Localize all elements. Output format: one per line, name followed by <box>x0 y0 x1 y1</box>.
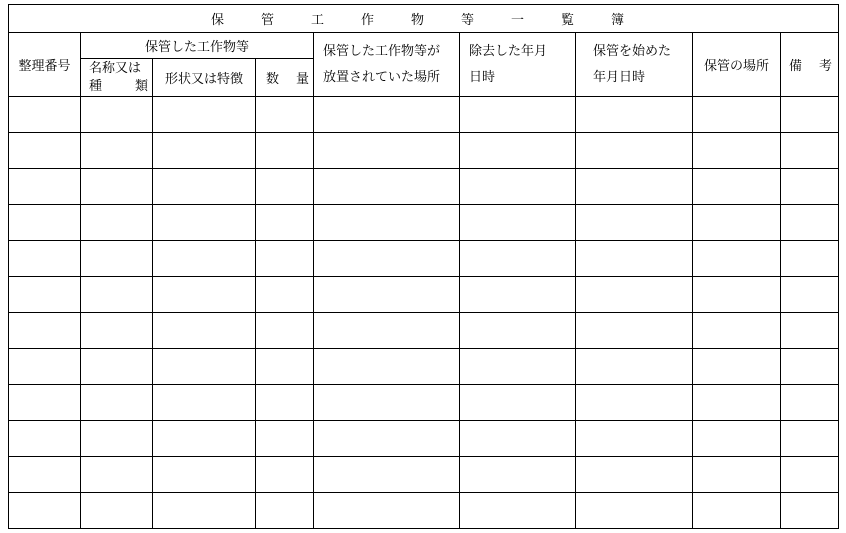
table-cell[interactable] <box>576 133 693 169</box>
table-cell[interactable] <box>256 133 314 169</box>
table-cell[interactable] <box>314 133 460 169</box>
table-cell[interactable] <box>781 97 839 133</box>
header-name-kind-line1: 名称又は <box>89 60 142 76</box>
table-cell[interactable] <box>781 241 839 277</box>
table-row <box>9 421 839 457</box>
table-cell[interactable] <box>81 277 153 313</box>
table-cell[interactable] <box>460 385 576 421</box>
table-cell[interactable] <box>314 493 460 529</box>
header-start-line1: 保管を始めた <box>593 43 672 59</box>
table-cell[interactable] <box>81 421 153 457</box>
table-cell[interactable] <box>576 97 693 133</box>
header-name-kind-line2b: 類 <box>134 78 148 94</box>
table-cell[interactable] <box>460 277 576 313</box>
table-row <box>9 385 839 421</box>
table-row <box>9 97 839 133</box>
table-cell[interactable] <box>781 349 839 385</box>
table-cell[interactable] <box>9 457 81 493</box>
table-cell[interactable] <box>153 97 256 133</box>
table-cell[interactable] <box>9 493 81 529</box>
table-cell[interactable] <box>693 349 781 385</box>
header-qty-a: 数 <box>266 72 280 87</box>
header-stored-items: 保管した工作物等 <box>81 33 314 59</box>
table-cell[interactable] <box>693 169 781 205</box>
table-cell[interactable] <box>9 385 81 421</box>
table-cell[interactable] <box>256 313 314 349</box>
table-cell[interactable] <box>256 385 314 421</box>
table-cell[interactable] <box>81 241 153 277</box>
table-cell[interactable] <box>153 385 256 421</box>
table-cell[interactable] <box>256 349 314 385</box>
table-cell[interactable] <box>314 313 460 349</box>
table-cell[interactable] <box>576 457 693 493</box>
table-cell[interactable] <box>576 349 693 385</box>
table-cell[interactable] <box>576 205 693 241</box>
table-cell[interactable] <box>9 421 81 457</box>
table-cell[interactable] <box>576 421 693 457</box>
table-cell[interactable] <box>314 97 460 133</box>
table-cell[interactable] <box>153 457 256 493</box>
table-cell[interactable] <box>781 457 839 493</box>
table-cell[interactable] <box>781 385 839 421</box>
header-remarks-b: 考 <box>819 59 833 74</box>
table-cell[interactable] <box>9 169 81 205</box>
header-start-line2: 年月日時 <box>593 69 646 85</box>
header-abandoned-place-line2: 放置されていた場所 <box>323 69 441 85</box>
table-cell[interactable] <box>314 241 460 277</box>
table-cell[interactable] <box>9 241 81 277</box>
table-cell[interactable] <box>153 349 256 385</box>
table-row <box>9 241 839 277</box>
table-cell[interactable] <box>781 169 839 205</box>
table-cell[interactable] <box>460 421 576 457</box>
table-cell[interactable] <box>460 241 576 277</box>
table-cell[interactable] <box>693 277 781 313</box>
table-row <box>9 205 839 241</box>
table-cell[interactable] <box>153 493 256 529</box>
table-row <box>9 493 839 529</box>
table-cell[interactable] <box>693 241 781 277</box>
header-number: 整理番号 <box>9 33 81 97</box>
table-cell[interactable] <box>576 169 693 205</box>
table-cell[interactable] <box>153 169 256 205</box>
table-cell[interactable] <box>693 493 781 529</box>
table-cell[interactable] <box>781 493 839 529</box>
table-cell[interactable] <box>9 277 81 313</box>
table-cell[interactable] <box>576 313 693 349</box>
table-cell[interactable] <box>81 385 153 421</box>
header-name-kind <box>81 59 153 97</box>
header-remarks-a: 備 <box>789 59 803 74</box>
table-cell[interactable] <box>693 133 781 169</box>
table-cell[interactable] <box>256 277 314 313</box>
header-remarks <box>781 33 839 97</box>
table-row <box>9 349 839 385</box>
table-cell[interactable] <box>9 97 81 133</box>
table-cell[interactable] <box>256 169 314 205</box>
table-cell[interactable] <box>314 457 460 493</box>
table-row <box>9 457 839 493</box>
table-cell[interactable] <box>81 457 153 493</box>
table-cell[interactable] <box>781 421 839 457</box>
table-cell[interactable] <box>576 385 693 421</box>
table-cell[interactable] <box>781 133 839 169</box>
table-cell[interactable] <box>576 277 693 313</box>
table-cell[interactable] <box>781 205 839 241</box>
table-cell[interactable] <box>9 313 81 349</box>
table-cell[interactable] <box>81 97 153 133</box>
table-cell[interactable] <box>693 421 781 457</box>
table-cell[interactable] <box>256 97 314 133</box>
table-cell[interactable] <box>576 493 693 529</box>
table-cell[interactable] <box>153 241 256 277</box>
table-cell[interactable] <box>256 205 314 241</box>
table-cell[interactable] <box>256 493 314 529</box>
table-cell[interactable] <box>460 97 576 133</box>
table-cell[interactable] <box>81 205 153 241</box>
header-name-kind-line2a: 種 <box>89 78 103 94</box>
table-cell[interactable] <box>314 169 460 205</box>
header-quantity <box>256 59 314 97</box>
table-cell[interactable] <box>460 205 576 241</box>
header-shape: 形状又は特徴 <box>153 59 256 97</box>
table-cell[interactable] <box>781 277 839 313</box>
table-cell[interactable] <box>693 385 781 421</box>
table-cell[interactable] <box>9 205 81 241</box>
table-cell[interactable] <box>693 97 781 133</box>
table-cell[interactable] <box>460 313 576 349</box>
table-cell[interactable] <box>256 241 314 277</box>
table-row <box>9 169 839 205</box>
table-cell[interactable] <box>314 349 460 385</box>
table-cell[interactable] <box>314 277 460 313</box>
header-removed-line1: 除去した年月 <box>469 43 548 59</box>
table-cell[interactable] <box>81 169 153 205</box>
table-cell[interactable] <box>153 133 256 169</box>
header-abandoned-place-line1: 保管した工作物等が <box>323 43 441 59</box>
table-row <box>9 313 839 349</box>
table-cell[interactable] <box>256 457 314 493</box>
table-cell[interactable] <box>576 241 693 277</box>
table-cell[interactable] <box>9 349 81 385</box>
table-cell[interactable] <box>693 457 781 493</box>
table-cell[interactable] <box>153 421 256 457</box>
table-cell[interactable] <box>256 421 314 457</box>
storage-registry-table <box>8 4 839 529</box>
header-removed-line2: 日時 <box>469 69 496 85</box>
table-row <box>9 277 839 313</box>
header-storage-place: 保管の場所 <box>693 33 781 97</box>
table-cell[interactable] <box>153 313 256 349</box>
header-qty-b: 量 <box>295 72 309 87</box>
table-row <box>9 133 839 169</box>
table-cell[interactable] <box>9 133 81 169</box>
table-cell[interactable] <box>314 385 460 421</box>
table-cell[interactable] <box>314 205 460 241</box>
table-cell[interactable] <box>153 277 256 313</box>
table-cell[interactable] <box>693 205 781 241</box>
header-start-datetime <box>576 33 693 97</box>
table-cell[interactable] <box>460 457 576 493</box>
header-abandoned-place <box>314 33 460 97</box>
table-cell[interactable] <box>460 133 576 169</box>
table-cell[interactable] <box>460 493 576 529</box>
table-cell[interactable] <box>460 349 576 385</box>
table-cell[interactable] <box>460 169 576 205</box>
table-cell[interactable] <box>81 493 153 529</box>
table-cell[interactable] <box>314 421 460 457</box>
header-removed-datetime <box>460 33 576 97</box>
table-title: 保 管 工 作 物 等 一 覧 簿 <box>9 5 839 33</box>
table-cell[interactable] <box>693 313 781 349</box>
table-cell[interactable] <box>81 349 153 385</box>
table-cell[interactable] <box>153 205 256 241</box>
table-cell[interactable] <box>81 133 153 169</box>
table-cell[interactable] <box>781 313 839 349</box>
table-cell[interactable] <box>81 313 153 349</box>
